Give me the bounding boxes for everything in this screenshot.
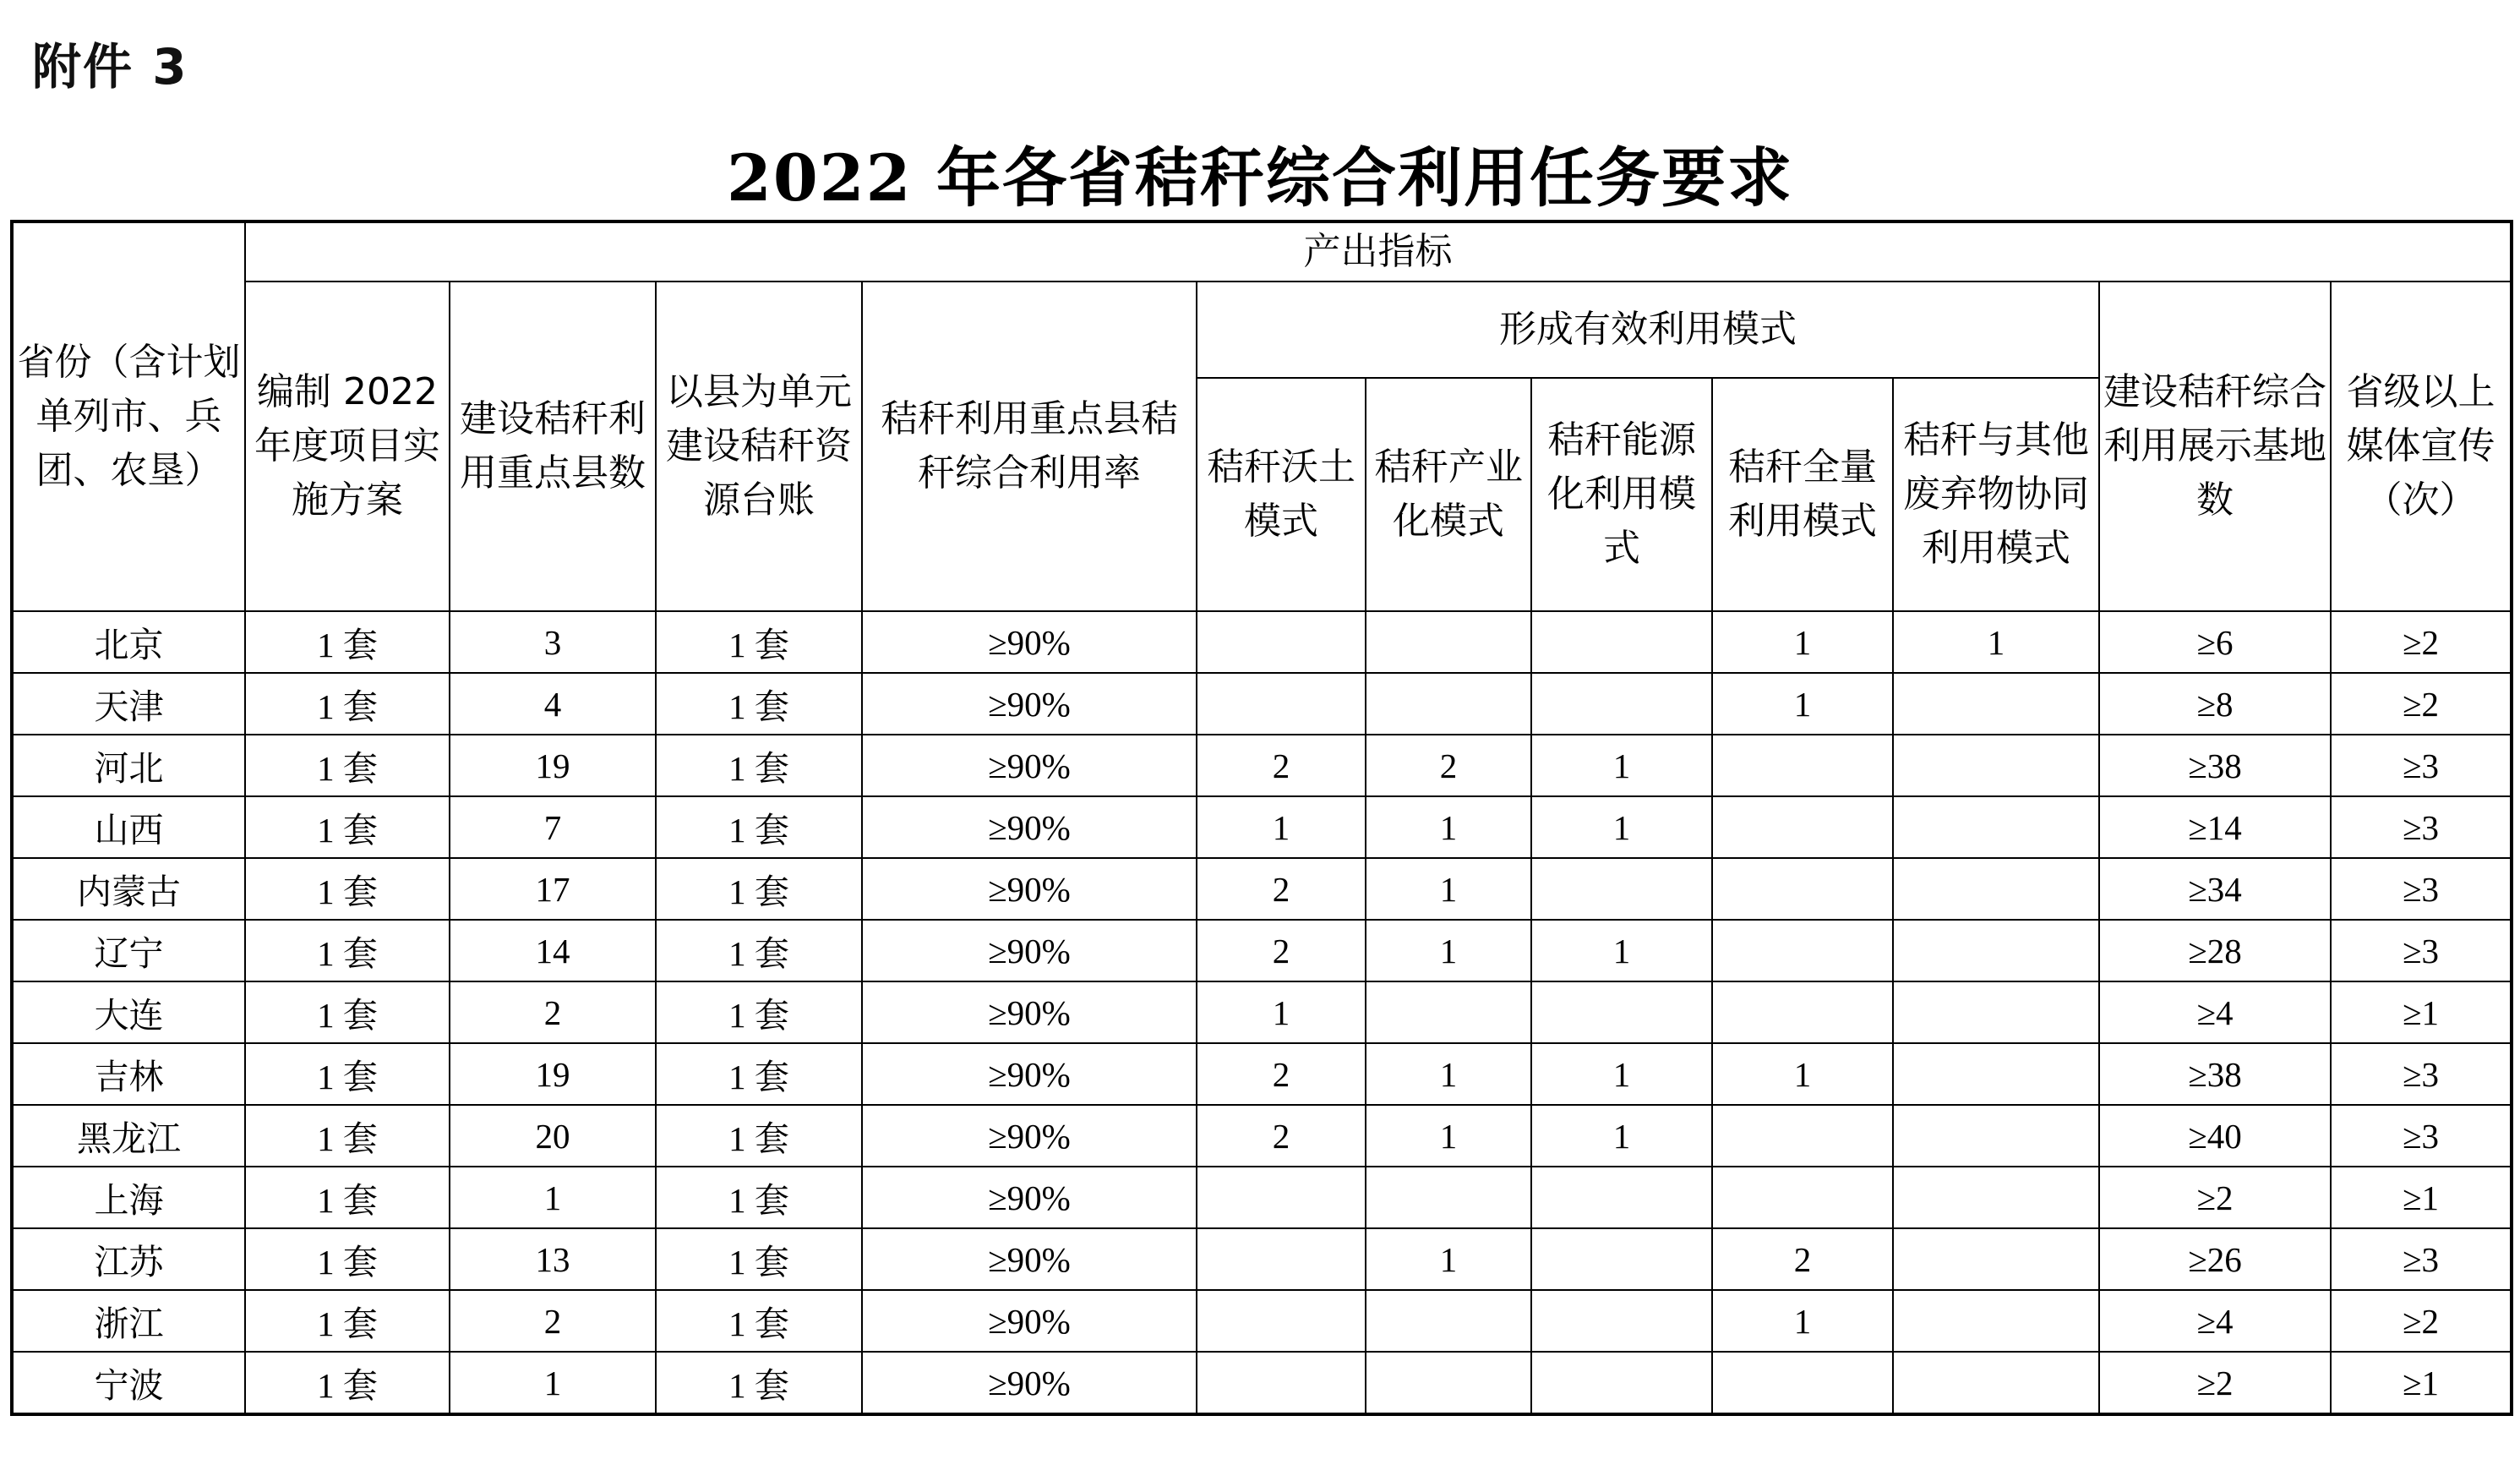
- table-row: [12, 981, 2512, 1043]
- header-utilization-rate: 秸秆利用重点县秸秆综合利用率: [862, 282, 1197, 611]
- rate-cell: ≥90%: [862, 920, 1197, 981]
- mode-industrial-cell: [1366, 1290, 1531, 1352]
- plan-cell: 1 套: [245, 735, 450, 796]
- header-plan: 编制 2022 年度项目实施方案: [245, 282, 450, 611]
- mode-full-cell: [1712, 1105, 1893, 1167]
- mode-industrial-cell: [1366, 981, 1531, 1043]
- mode-cowaste-cell: [1893, 858, 2099, 920]
- key-counties-cell: 2: [450, 981, 656, 1043]
- mode-soil-cell: [1197, 611, 1366, 673]
- province-cell: 浙江: [12, 1290, 245, 1352]
- mode-industrial-cell: [1366, 611, 1531, 673]
- header-mode-cowaste: 秸秆与其他废弃物协同利用模式: [1893, 378, 2099, 611]
- demo-bases-cell: ≥8: [2099, 673, 2331, 735]
- key-counties-cell: 13: [450, 1228, 656, 1290]
- mode-cowaste-cell: [1893, 920, 2099, 981]
- mode-industrial-cell: 1: [1366, 920, 1531, 981]
- mode-cowaste-cell: [1893, 673, 2099, 735]
- mode-full-cell: [1712, 796, 1893, 858]
- rate-cell: ≥90%: [862, 1290, 1197, 1352]
- mode-industrial-cell: 1: [1366, 1043, 1531, 1105]
- province-cell: 北京: [12, 611, 245, 673]
- mode-energy-cell: 1: [1531, 920, 1712, 981]
- mode-cowaste-cell: [1893, 735, 2099, 796]
- mode-cowaste-cell: [1893, 1352, 2099, 1414]
- attachment-label: 附件 3: [32, 38, 188, 96]
- mode-energy-cell: [1531, 1167, 1712, 1228]
- demo-bases-cell: ≥40: [2099, 1105, 2331, 1167]
- media-cell: ≥3: [2331, 1043, 2512, 1105]
- media-cell: ≥3: [2331, 1228, 2512, 1290]
- mode-soil-cell: [1197, 1167, 1366, 1228]
- ledger-cell: 1 套: [656, 858, 862, 920]
- plan-cell: 1 套: [245, 920, 450, 981]
- rate-cell: ≥90%: [862, 858, 1197, 920]
- table-row: [12, 1167, 2512, 1228]
- mode-industrial-cell: 2: [1366, 735, 1531, 796]
- rate-cell: ≥90%: [862, 735, 1197, 796]
- rate-cell: ≥90%: [862, 673, 1197, 735]
- mode-energy-cell: 1: [1531, 735, 1712, 796]
- mode-full-cell: 1: [1712, 1290, 1893, 1352]
- key-counties-cell: 14: [450, 920, 656, 981]
- mode-soil-cell: 2: [1197, 735, 1366, 796]
- demo-bases-cell: ≥2: [2099, 1352, 2331, 1414]
- province-cell: 宁波: [12, 1352, 245, 1414]
- media-cell: ≥3: [2331, 735, 2512, 796]
- mode-soil-cell: 2: [1197, 858, 1366, 920]
- mode-industrial-cell: 1: [1366, 796, 1531, 858]
- ledger-cell: 1 套: [656, 673, 862, 735]
- key-counties-cell: 2: [450, 1290, 656, 1352]
- mode-soil-cell: [1197, 1290, 1366, 1352]
- header-demo-bases: 建设秸秆综合利用展示基地数: [2099, 282, 2331, 611]
- mode-full-cell: 1: [1712, 673, 1893, 735]
- key-counties-cell: 1: [450, 1352, 656, 1414]
- demo-bases-cell: ≥26: [2099, 1228, 2331, 1290]
- key-counties-cell: 7: [450, 796, 656, 858]
- mode-energy-cell: 1: [1531, 796, 1712, 858]
- ledger-cell: 1 套: [656, 1290, 862, 1352]
- demo-bases-cell: ≥4: [2099, 981, 2331, 1043]
- table-row: [12, 920, 2512, 981]
- rate-cell: ≥90%: [862, 1167, 1197, 1228]
- mode-full-cell: 1: [1712, 1043, 1893, 1105]
- page-title: 2022 年各省秸秆综合利用任务要求: [727, 140, 1793, 216]
- header-mode-soil: 秸秆沃土模式: [1197, 378, 1366, 611]
- ledger-cell: 1 套: [656, 1043, 862, 1105]
- table-header: [12, 221, 2512, 611]
- mode-industrial-cell: [1366, 1167, 1531, 1228]
- mode-cowaste-cell: [1893, 1228, 2099, 1290]
- key-counties-cell: 3: [450, 611, 656, 673]
- table-row: [12, 796, 2512, 858]
- table-row: [12, 611, 2512, 673]
- mode-industrial-cell: 1: [1366, 858, 1531, 920]
- province-cell: 上海: [12, 1167, 245, 1228]
- media-cell: ≥1: [2331, 1352, 2512, 1414]
- header-output-indicators: 产出指标: [245, 221, 2512, 282]
- plan-cell: 1 套: [245, 796, 450, 858]
- mode-cowaste-cell: [1893, 1167, 2099, 1228]
- mode-energy-cell: [1531, 1352, 1712, 1414]
- table-row: [12, 1228, 2512, 1290]
- province-cell: 河北: [12, 735, 245, 796]
- mode-cowaste-cell: [1893, 1043, 2099, 1105]
- plan-cell: 1 套: [245, 1105, 450, 1167]
- mode-soil-cell: [1197, 673, 1366, 735]
- media-cell: ≥2: [2331, 1290, 2512, 1352]
- mode-soil-cell: 1: [1197, 796, 1366, 858]
- media-cell: ≥3: [2331, 1105, 2512, 1167]
- mode-energy-cell: [1531, 611, 1712, 673]
- mode-energy-cell: [1531, 1228, 1712, 1290]
- mode-industrial-cell: 1: [1366, 1105, 1531, 1167]
- province-cell: 辽宁: [12, 920, 245, 981]
- plan-cell: 1 套: [245, 673, 450, 735]
- mode-full-cell: [1712, 920, 1893, 981]
- demo-bases-cell: ≥34: [2099, 858, 2331, 920]
- mode-energy-cell: [1531, 1290, 1712, 1352]
- table-row: [12, 1352, 2512, 1414]
- mode-full-cell: 2: [1712, 1228, 1893, 1290]
- mode-cowaste-cell: [1893, 1105, 2099, 1167]
- plan-cell: 1 套: [245, 1167, 450, 1228]
- header-key-counties: 建设秸秆利用重点县数: [450, 282, 656, 611]
- mode-full-cell: [1712, 858, 1893, 920]
- table-row: [12, 673, 2512, 735]
- key-counties-cell: 4: [450, 673, 656, 735]
- mode-soil-cell: [1197, 1352, 1366, 1414]
- mode-full-cell: [1712, 1352, 1893, 1414]
- key-counties-cell: 19: [450, 1043, 656, 1105]
- mode-industrial-cell: [1366, 1352, 1531, 1414]
- rate-cell: ≥90%: [862, 611, 1197, 673]
- ledger-cell: 1 套: [656, 611, 862, 673]
- demo-bases-cell: ≥28: [2099, 920, 2331, 981]
- header-province: 省份（含计划单列市、兵团、农垦）: [12, 221, 245, 611]
- mode-energy-cell: [1531, 858, 1712, 920]
- plan-cell: 1 套: [245, 1228, 450, 1290]
- mode-soil-cell: 1: [1197, 981, 1366, 1043]
- province-cell: 内蒙古: [12, 858, 245, 920]
- ledger-cell: 1 套: [656, 1105, 862, 1167]
- mode-cowaste-cell: [1893, 796, 2099, 858]
- table-body: [12, 611, 2512, 1414]
- plan-cell: 1 套: [245, 858, 450, 920]
- mode-full-cell: [1712, 735, 1893, 796]
- plan-cell: 1 套: [245, 1290, 450, 1352]
- ledger-cell: 1 套: [656, 1167, 862, 1228]
- key-counties-cell: 19: [450, 735, 656, 796]
- header-mode-full: 秸秆全量利用模式: [1712, 378, 1893, 611]
- mode-soil-cell: 2: [1197, 1043, 1366, 1105]
- media-cell: ≥2: [2331, 673, 2512, 735]
- mode-energy-cell: 1: [1531, 1043, 1712, 1105]
- plan-cell: 1 套: [245, 1043, 450, 1105]
- province-cell: 天津: [12, 673, 245, 735]
- key-counties-cell: 20: [450, 1105, 656, 1167]
- mode-cowaste-cell: [1893, 981, 2099, 1043]
- ledger-cell: 1 套: [656, 920, 862, 981]
- key-counties-cell: 17: [450, 858, 656, 920]
- mode-energy-cell: 1: [1531, 1105, 1712, 1167]
- demo-bases-cell: ≥4: [2099, 1290, 2331, 1352]
- plan-cell: 1 套: [245, 981, 450, 1043]
- ledger-cell: 1 套: [656, 796, 862, 858]
- mode-cowaste-cell: 1: [1893, 611, 2099, 673]
- media-cell: ≥3: [2331, 920, 2512, 981]
- ledger-cell: 1 套: [656, 981, 862, 1043]
- header-modes-group: 形成有效利用模式: [1197, 282, 2099, 378]
- mode-full-cell: 1: [1712, 611, 1893, 673]
- mode-energy-cell: [1531, 981, 1712, 1043]
- demo-bases-cell: ≥6: [2099, 611, 2331, 673]
- demo-bases-cell: ≥14: [2099, 796, 2331, 858]
- demo-bases-cell: ≥38: [2099, 735, 2331, 796]
- rate-cell: ≥90%: [862, 1228, 1197, 1290]
- ledger-cell: 1 套: [656, 1352, 862, 1414]
- mode-industrial-cell: 1: [1366, 1228, 1531, 1290]
- task-table: [10, 220, 2513, 1416]
- province-cell: 山西: [12, 796, 245, 858]
- rate-cell: ≥90%: [862, 796, 1197, 858]
- mode-cowaste-cell: [1893, 1290, 2099, 1352]
- header-media: 省级以上媒体宣传（次）: [2331, 282, 2512, 611]
- table-row: [12, 1043, 2512, 1105]
- key-counties-cell: 1: [450, 1167, 656, 1228]
- rate-cell: ≥90%: [862, 1352, 1197, 1414]
- demo-bases-cell: ≥2: [2099, 1167, 2331, 1228]
- media-cell: ≥2: [2331, 611, 2512, 673]
- table-row: [12, 735, 2512, 796]
- rate-cell: ≥90%: [862, 1105, 1197, 1167]
- province-cell: 大连: [12, 981, 245, 1043]
- header-ledger: 以县为单元建设秸秆资源台账: [656, 282, 862, 611]
- mode-soil-cell: 2: [1197, 1105, 1366, 1167]
- media-cell: ≥1: [2331, 1167, 2512, 1228]
- rate-cell: ≥90%: [862, 981, 1197, 1043]
- province-cell: 黑龙江: [12, 1105, 245, 1167]
- plan-cell: 1 套: [245, 611, 450, 673]
- province-cell: 江苏: [12, 1228, 245, 1290]
- ledger-cell: 1 套: [656, 1228, 862, 1290]
- mode-full-cell: [1712, 1167, 1893, 1228]
- mode-soil-cell: 2: [1197, 920, 1366, 981]
- table-row: [12, 858, 2512, 920]
- plan-cell: 1 套: [245, 1352, 450, 1414]
- media-cell: ≥3: [2331, 796, 2512, 858]
- mode-energy-cell: [1531, 673, 1712, 735]
- mode-industrial-cell: [1366, 673, 1531, 735]
- rate-cell: ≥90%: [862, 1043, 1197, 1105]
- header-mode-energy: 秸秆能源化利用模式: [1531, 378, 1712, 611]
- mode-full-cell: [1712, 981, 1893, 1043]
- table-row: [12, 1105, 2512, 1167]
- province-cell: 吉林: [12, 1043, 245, 1105]
- media-cell: ≥3: [2331, 858, 2512, 920]
- table-row: [12, 1290, 2512, 1352]
- ledger-cell: 1 套: [656, 735, 862, 796]
- mode-soil-cell: [1197, 1228, 1366, 1290]
- media-cell: ≥1: [2331, 981, 2512, 1043]
- demo-bases-cell: ≥38: [2099, 1043, 2331, 1105]
- header-mode-industrial: 秸秆产业化模式: [1366, 378, 1531, 611]
